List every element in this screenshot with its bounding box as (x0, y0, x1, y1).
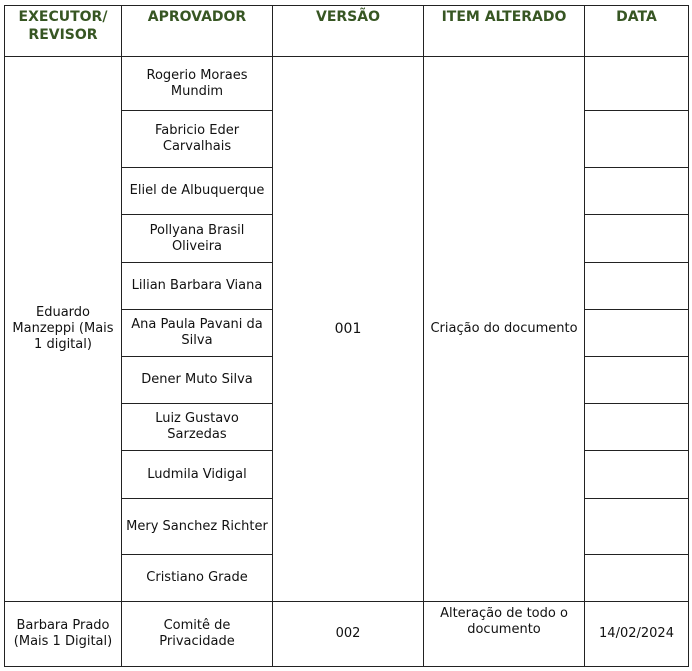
approver-cell: Dener Muto Silva (122, 357, 273, 404)
approver-cell: Ludmila Vidigal (122, 451, 273, 499)
date-cell (585, 555, 689, 602)
approver-cell: Fabricio Eder Carvalhais (122, 111, 273, 168)
version-cell: 002 (273, 602, 424, 667)
header-version: VERSÃO (273, 6, 424, 57)
date-cell (585, 499, 689, 555)
approver-cell: Eliel de Albuquerque (122, 168, 273, 215)
revision-history-table (4, 5, 689, 667)
item-cell: Alteração de todo o documento (424, 602, 585, 667)
header-row (5, 6, 689, 57)
approver-cell: Mery Sanchez Richter (122, 499, 273, 555)
approver-cell: Luiz Gustavo Sarzedas (122, 404, 273, 451)
approver-cell: Pollyana Brasil Oliveira (122, 215, 273, 263)
header-approver: APROVADOR (122, 6, 273, 57)
item-cell: Criação do documento (424, 57, 585, 602)
date-cell (585, 57, 689, 111)
header-item: ITEM ALTERADO (424, 6, 585, 57)
approver-cell: Lilian Barbara Viana (122, 263, 273, 310)
executor-cell: Eduardo Manzeppi (Mais 1 digital) (5, 57, 122, 602)
date-cell (585, 404, 689, 451)
header-date: DATA (585, 6, 689, 57)
approver-cell: Cristiano Grade (122, 555, 273, 602)
table-row (5, 57, 689, 111)
approver-cell: Comitê de Privacidade (122, 602, 273, 667)
executor-cell: Barbara Prado (Mais 1 Digital) (5, 602, 122, 667)
date-cell (585, 111, 689, 168)
approver-cell: Ana Paula Pavani da Silva (122, 310, 273, 357)
date-cell (585, 451, 689, 499)
date-cell: 14/02/2024 (585, 602, 689, 667)
date-cell (585, 357, 689, 404)
approver-cell: Rogerio Moraes Mundim (122, 57, 273, 111)
table-row (5, 602, 689, 667)
date-cell (585, 263, 689, 310)
header-executor: EXECUTOR/ REVISOR (5, 6, 122, 57)
date-cell (585, 215, 689, 263)
date-cell (585, 168, 689, 215)
date-cell (585, 310, 689, 357)
version-cell: 001 (273, 57, 424, 602)
